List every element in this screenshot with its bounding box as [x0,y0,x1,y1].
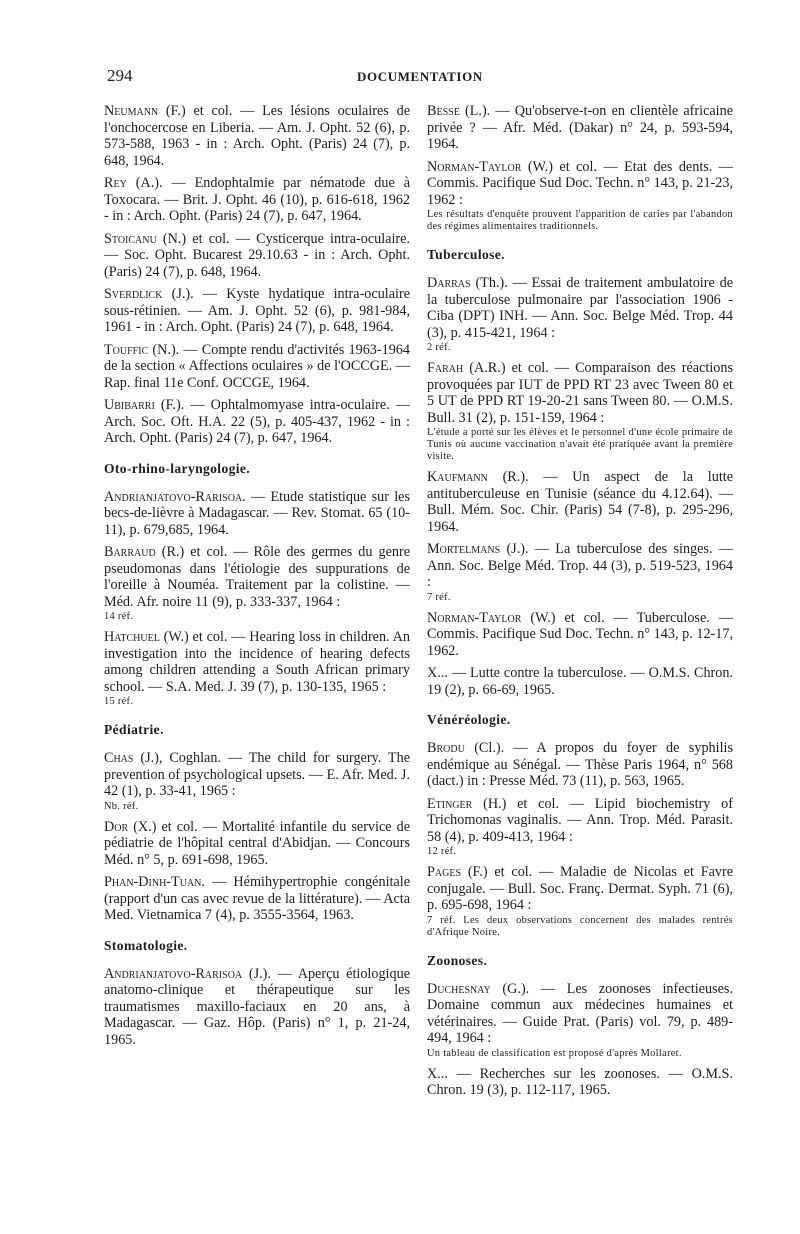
bibliography-entry [427,610,733,660]
entry-author: Barraud [104,544,156,560]
entry-author: Darras [427,275,471,291]
bibliography-entry [427,864,733,939]
entry-citation: — Recherches sur les zoonoses. — O.M.S. Chron. 19 (3), p. 112-117, 1965. [427,1065,733,1098]
bibliography-entry [104,750,410,813]
section-heading: Tuberculose. [427,247,505,262]
bibliography-entry [427,796,733,859]
entry-author: Neumann [104,103,159,119]
bibliography-entry [427,1066,733,1099]
bibliography-entry [427,740,733,790]
entry-citation: (N.) et col. — Cysticerque intra-oculaire. — Soc. Opht. Bucarest 29.10.63 - in : Arch. Opht. (Paris) 24 (7), p. 648, 1964. [104,230,410,280]
bibliography-entry [104,874,410,924]
bibliography-entry [104,175,410,225]
entry-author: Chas [104,750,134,766]
entry-citation: (G.). — Les zoonoses infectieuses. Domaine commun aux médecines humaines et vétérinaires. — Guide Prat. (Paris) vol. 79, p. 489-494, 1964 : [427,980,733,1046]
entry-author: Stoicanu [104,230,157,247]
entry-citation: (F.). — Ophtalmomyase intra-oculaire. — Arch. Soc. Oft. H.A. 22 (5), p. 405-437, 1962 - in : Arch. Opht. (Paris) 24 (7), p. 647, 1964. [104,397,410,446]
entry-author: Touffic [104,341,149,358]
bibliography-entry [104,819,410,869]
entry-author: Hatchuel [104,629,160,645]
entry-note: 2 réf. [427,342,451,353]
entry-citation: (L.). — Qu'observe-t-on en clientèle africaine privée ? — Afr. Méd. (Dakar) n° 24, p. 593-594, 1964. [427,103,733,152]
bibliography-entry [104,286,410,336]
bibliography-entry [104,629,410,708]
entry-author: Andrianjatovo-Rarisoa [104,488,243,505]
entry-author: Andrianjatovo-Rarisoa [104,965,243,982]
bibliography-entry [427,541,733,604]
entry-citation: (H.) et col. — Lipid biochemistry of Trichomonas vaginalis. — Ann. Trop. Méd. Parasit. 58 (4), p. 409-413, 1964 : [427,795,733,845]
bibliography-entry [104,544,410,623]
right-column [427,103,733,1105]
entry-note: 7 réf. [427,591,451,603]
entry-author: Brodu [427,740,465,756]
entry-citation: (W.) et col. — Tuberculose. — Commis. Pacifique Sud Doc. Techn. n° 143, p. 12-17, 1962. [427,609,733,659]
bibliography-entry [104,397,410,447]
entry-author: Phan-Dinh-Tuan [104,874,202,890]
bibliography-entry [427,665,733,698]
bibliography-entry [427,469,733,535]
entry-citation: . — Hémihypertrophie congénitale (rapport d'un cas avec revue de la littérature). — Acta Med. Vietnamica 7 (4), p. 3555-3564, 1963. [104,874,410,923]
bibliography-entry [104,103,410,169]
entry-citation: . — Etude statistique sur les becs-de-lièvre à Madagascar. — Rev. Stomat. 65 (10-11), p. 679,685, 1964. [104,488,410,538]
entry-author: Farah [427,360,464,376]
entry-author: X... [427,1065,448,1082]
bibliography-entry [427,159,733,234]
entry-citation: (W.) et col. — Hearing loss in children. An investigation into the incidence of hearing defects among children attending a South African primary school. — S.A. Med. J. 39 (7), p. 130-135, 1965 : [104,629,410,695]
entry-citation: (A.R.) et col. — Comparaison des réactions provoquées par IUT de PPD RT 23 avec Tween 80 et 5 UT de PPD RT 19-20-21 sans Tween 80. — O.M.S. Bull. 31 (2), p. 151-159, 1964 : [427,360,733,426]
bibliography-entry [427,103,733,153]
entry-citation: — Lutte contre la tuberculose. — O.M.S. Chron. 19 (2), p. 66-69, 1965. [427,665,733,698]
entry-citation: (R.). — Un aspect de la lutte antituberculeuse en Tunisie (séance du 4.12.64). — Bull. Mém. Soc. Chir. (Paris) 54 (7-8), p. 295-296, 1964. [427,469,733,535]
bibliography-entry [104,342,410,392]
entry-note: 14 réf. [104,611,134,622]
entry-author: Ubibarri [104,397,155,413]
entry-note: 7 réf. Les deux observations concernent des malades rentrés d'Afrique Noire. [427,914,733,938]
entry-author: Kaufmann [427,469,488,485]
entry-author: Mortelmans [427,541,501,557]
entry-citation: (W.) et col. — Etat des dents. — Commis. Pacifique Sud Doc. Techn. n° 143, p. 21-23, 1962 : [427,158,733,208]
entry-citation: (J.). — Kyste hydatique intra-oculaire sous-rétinien. — Am. J. Opht. 52 (6), p. 981-984, 1961 - in : Arch. Opht. (Paris) 24 (7), p. 648, 1964. [104,286,410,335]
entry-author: Duchesnay [427,980,491,997]
entry-note: 15 réf. [104,696,134,707]
entry-author: Etinger [427,795,473,812]
section-heading: Pédiatrie. [104,722,164,737]
page-number: 294 [107,66,133,85]
entry-author: X... [427,665,448,681]
bibliography-entry [104,966,410,1049]
entry-citation: (F.) et col. — Les lésions oculaires de l'onchocercose en Liberia. — Am. J. Opht. 52 (6), p. 573-588, 1963 - in : Arch. Opht. (Paris) 24 (7), p. 648, 1964. [104,103,410,169]
entry-note: L'étude a porté sur les élèves et le personnel d'une école primaire de Tunis où aucune vaccination n'avait été pratiquée avant la première visite. [427,427,733,462]
entry-author: Pages [427,864,462,880]
entry-citation: (N.). — Compte rendu d'activités 1963-1964 de la section « Affections oculaires » de l'OCCGE. — Rap. final 11e Conf. OCCGE, 1964. [104,341,410,391]
entry-author: Rey [104,175,127,191]
entry-citation: (Cl.). — A propos du foyer de syphilis endémique au Sénégal. — Thèse Paris 1964, n° 568 (dact.) in : Presse Méd. 73 (11), p. 563, 1965. [427,740,733,789]
section-heading: Vénéréologie. [427,712,511,727]
entry-citation: (Th.). — Essai de traitement ambulatoire de la tuberculose pulmonaire par l'association 1906 - Ciba (DPT) INH. — Ann. Soc. Belge Méd. Trop. 44 (3), p. 415-421, 1964 : [427,275,733,341]
entry-note: Nb. réf. [104,800,139,812]
entry-citation: (X.) et col. — Mortalité infantile du service de pédiatrie de l'hôpital central d'Abidjan. — Concours Méd. n° 5, p. 691-698, 1965. [104,818,410,868]
section-heading: Zoonoses. [427,952,488,968]
bibliography-entry [104,489,410,539]
running-title: DOCUMENTATION [357,69,483,84]
section-heading: Stomatologie. [104,937,188,953]
bibliography-entry [427,360,733,463]
bibliography-entry [427,981,733,1060]
bibliography-entry [104,231,410,281]
entry-author: Dor [104,818,129,835]
bibliography-entry [427,275,733,354]
entry-author: Besse [427,103,460,119]
entry-author: Norman-Taylor [427,609,522,626]
left-column [104,103,410,1054]
entry-note: Les résultats d'enquête prouvent l'apparition de caries par l'abandon des régimes alimentaires traditionnels. [427,209,733,232]
entry-citation: (F.) et col. — Maladie de Nicolas et Favre conjugale. — Bull. Soc. Franç. Dermat. Syph. 71 (6), p. 695-698, 1964 : [427,864,733,913]
entry-citation: (J.), Coghlan. — The child for surgery. The prevention of psychological upsets. — E. Afr. Med. J. 42 (1), p. 33-41, 1965 : [104,750,410,799]
entry-citation: (J.). — Aperçu étiologique anatomo-clinique et thérapeutique sur les traumatismes maxillo-faciaux en 20 ans, à Madagascar. — Gaz. Hôp. (Paris) n° 1, p. 21-24, 1965. [104,965,410,1048]
entry-author: Norman-Taylor [427,158,522,175]
entry-author: Sverdlick [104,286,163,302]
entry-citation: (J.). — La tuberculose des singes. — Ann. Soc. Belge Méd. Trop. 44 (3), p. 519-523, 1964 : [427,541,733,590]
entry-note: Un tableau de classification est proposé d'après Mollaret. [427,1047,682,1059]
section-heading: Oto-rhino-laryngologie. [104,460,251,476]
entry-note: 12 réf. [427,846,457,857]
entry-citation: (R.) et col. — Rôle des germes du genre pseudomonas dans l'étiologie des suppurations de l'oreille à Nouméa. Traitement par la colistine. — Méd. Afr. noire 11 (9), p. 333-337, 1964 : [104,544,410,610]
entry-citation: (A.). — Endophtalmie par nématode due à Toxocara. — Brit. J. Opht. 46 (10), p. 616-618, 1962 - in : Arch. Opht. (Paris) 24 (7), p. 647, 1964. [104,175,410,224]
